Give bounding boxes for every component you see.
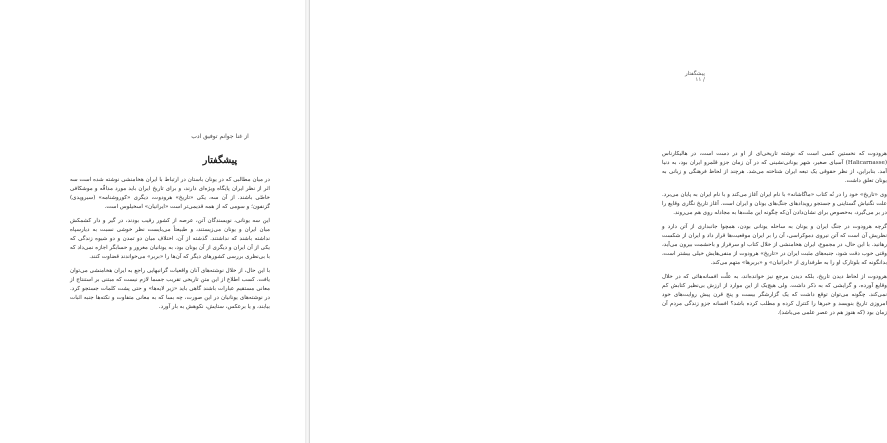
paragraph: این سه یونانی، نویسندگان آتن، عرصه از کشور رقیب بودند، در گیر و دار کشمکش میان ایران و یونان می‌زیستند، و طبیعتاً می‌بایست نظر خوشی نسبت به دیارسپاه نداشته باشند که نداشتند. گذشته از آن، اختلاف میان دو تمدن و دو شیوه زندگی که یکی از آن ایران و دیگری از آن یونان بود، به یونانیان مغرور و حسابگر اجازه نمی‌داد که با بی‌نظری بررسی کشورهای دیگر که آن‌ها را «بربر» می‌خواندند قضاوت کنند.	[70, 218, 270, 260]
right-page	[309, 0, 887, 443]
running-header: پیشگفتار / ۱۱	[684, 71, 705, 83]
paragraph: هرودوت که نخستین کسی است که نوشته تاریخی‌ای از او در دست است، در هالیکارناس (Halicarnasse) آسیای صغیر، شهر یونانی‌نشینی که در آن زمان جزو قلمرو ایران بود، به دنیا آمد. بنابراین، از نظر حقوقی یک تبعه ایران شناخته می‌شد. هرچند از لحاظ فرهنگی و زبانی به یونان تعلق داشت.	[662, 151, 887, 184]
paragraph: هرودوت از لحاظ دیدن تاریخ، بلکه دیدن مرجع نیز خوانده‌اند، به علّت افسانه‌هائی که در خلال وقایع آورده، و گرایشی که به ذکر داشت. ولی هیچ‌یک از این موارد از ارزش بی‌نظیر کتابش کم نمی‌کند. چگونه می‌توان توقع داشت که یک گزارشگر بیست و پنج قرن پیش روایت‌های خود امروزی تاریخ بنویسد و خبرها را کنترل کرده و مطلب کرده باشد؟ افسانه جزو زندگی مردم آن زمان بود (که هنوز هم در عصر علمی می‌باشد).	[662, 274, 887, 316]
left-body-text	[70, 176, 270, 317]
paragraph: در میان مطالبی که در یونان باستان در ارتباط با ایران هخامنشی نوشته شده است سه اثر از نظر ایران پایگاه ویژه‌ای دارند، و برای تاریخ ایران باید مورد مداقّه و موشکافی خاصّی باشند. از آن سه، یکی «تاریخ» هرودوت، دیگری «کوروشنامه» (سیروپدی) گزنفون؛ و سومی که از همه قدیمی‌تر است «ایرانیان» اسخیلوس است.	[70, 177, 270, 210]
right-body-text	[662, 150, 887, 323]
chapter-title: پیشگفتار	[202, 155, 238, 166]
paragraph: با این حال، از خلال نوشته‌های آنان واقعیات گرانبهایی راجع به ایران هخامنشی می‌توان یافت. کسب اطلاع از این متن تاریخی تقریب جسما لازم نیست که مبتنی بر استنتاج از معانی مستقیم عبارات باشند گاهی باید «زیر لایه‌ها» و حتی پشت کلمات جستجو کرد. در نوشته‌های یونانیان در این صورت، چه بسا که به معانی متفاوت و نکته‌ها جنبه اثبات بیابند، و یا برعکس، ستایش، نکوهش به بار آورد.	[70, 268, 270, 310]
epigraph: از غنا جوانم توفیق ادب	[191, 133, 249, 140]
left-page	[0, 0, 306, 443]
paragraph: گرچه هرودوت در جنگ ایران و یونان به ساحله یونانی بودن، همچوا جانبداری از آتن دارد و نظریش آن است که آتن نیروی دموکراسی، آن را بر ایران موقعیت‌ها قرار داد و ایران از شکست رهانید. با این حال، در مجموع، ایران هخامنشی از خلال کتاب او سرفراز و باحشمت بیرون می‌آید، وقتی خوب دقت شود، جنبه‌های مثبت ایران در «تاریخ» هرودوت از منفی‌هایش خیلی بیشتر است، بدانگونه که بلوتارک او را به طرفداری از «ایرانیان» و «بربرها» متهم می‌کند.	[662, 224, 887, 266]
paragraph: وی «تاریخ» خود را در نُه کتاب «ماگاشانه» با نام ایران آغاز می‌کند و با نام ایران به پایان می‌برد. علت نگنیاش گستاینی و جستجو رویدادهای جنگ‌های یونان و ایران است. آغاز تاریخ نگاری وقایع را در بر می‌گیرد، به‌خصوص برای نشان‌دادن آن‌که چگونه این ملت‌ها به مجادله روی هم می‌روند.	[662, 192, 887, 216]
